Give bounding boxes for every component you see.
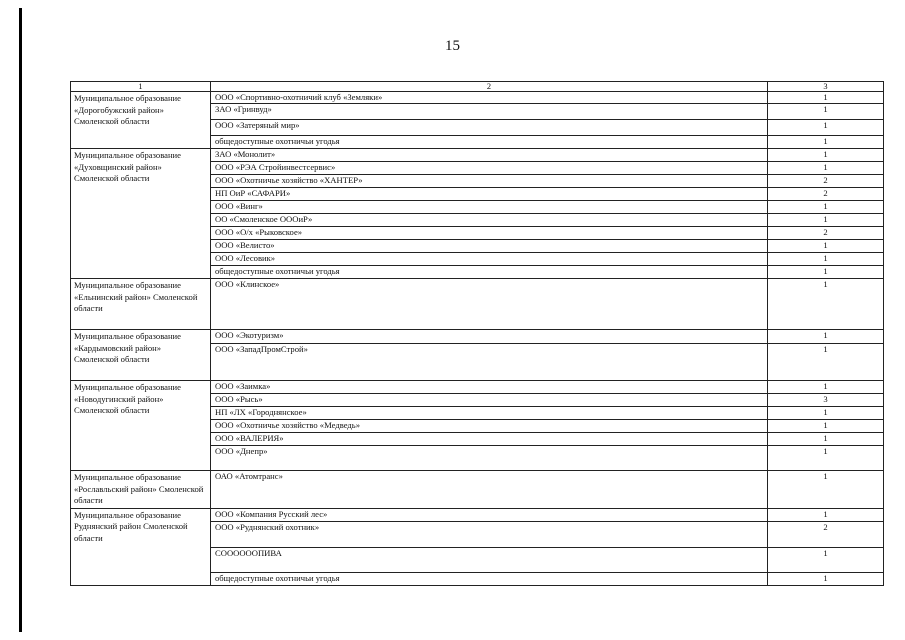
organization-cell: СООООООПИВА bbox=[211, 547, 768, 572]
organization-cell: ООО «Затеряный мир» bbox=[211, 120, 768, 136]
count-cell: 1 bbox=[768, 266, 884, 279]
organization-cell: НП «ЛХ «Городнянское» bbox=[211, 407, 768, 420]
organization-cell: ЗАО «Монолит» bbox=[211, 149, 768, 162]
count-cell: 1 bbox=[768, 508, 884, 521]
count-cell: 1 bbox=[768, 407, 884, 420]
municipality-cell: Муниципальное образование «Ельнинский район» Смоленской области bbox=[71, 279, 211, 330]
hunting-grounds-table bbox=[70, 81, 884, 586]
count-cell: 1 bbox=[768, 149, 884, 162]
count-cell: 1 bbox=[768, 162, 884, 175]
organization-cell: ООО «Спортивно-охотничий клуб «Земляки» bbox=[211, 92, 768, 104]
count-cell: 3 bbox=[768, 394, 884, 407]
organization-cell: ООО «Велисто» bbox=[211, 240, 768, 253]
organization-cell: ООО «Охотничье хозяйство «ХАНТЕР» bbox=[211, 175, 768, 188]
organization-cell: ООО «Винг» bbox=[211, 201, 768, 214]
organization-cell: ООО «ЗападПромСтрой» bbox=[211, 344, 768, 381]
count-cell: 1 bbox=[768, 253, 884, 266]
count-cell: 1 bbox=[768, 471, 884, 509]
organization-cell: ЗАО «Гринвуд» bbox=[211, 104, 768, 120]
table-row bbox=[71, 508, 884, 521]
organization-cell: ООО «Клинское» bbox=[211, 279, 768, 330]
municipality-cell: Муниципальное образование «Дорогобужский район» Смоленской области bbox=[71, 92, 211, 149]
organization-cell: ОАО «Атомтранс» bbox=[211, 471, 768, 509]
organization-cell: ООО «Экотуризм» bbox=[211, 330, 768, 344]
count-cell: 2 bbox=[768, 227, 884, 240]
organization-cell: ООО «Заимка» bbox=[211, 381, 768, 394]
organization-cell: ООО «Руднянский охотник» bbox=[211, 521, 768, 547]
count-cell: 1 bbox=[768, 136, 884, 149]
table-row bbox=[71, 381, 884, 394]
header-cell-1: 1 bbox=[71, 82, 211, 92]
organization-cell: ОО «Смоленское ОООиР» bbox=[211, 214, 768, 227]
count-cell: 1 bbox=[768, 547, 884, 572]
table-row bbox=[71, 330, 884, 344]
count-cell: 1 bbox=[768, 240, 884, 253]
header-row bbox=[71, 82, 884, 92]
count-cell: 1 bbox=[768, 92, 884, 104]
header-cell-3: 3 bbox=[768, 82, 884, 92]
organization-cell: НП ОиР «САФАРИ» bbox=[211, 188, 768, 201]
count-cell: 1 bbox=[768, 433, 884, 446]
count-cell: 1 bbox=[768, 330, 884, 344]
organization-cell: ООО «Компания Русский лес» bbox=[211, 508, 768, 521]
municipality-cell: Муниципальное образование Руднянский район Смоленской области bbox=[71, 508, 211, 585]
page-number: 15 bbox=[445, 38, 460, 54]
organization-cell: общедоступные охотничьи угодья bbox=[211, 266, 768, 279]
count-cell: 1 bbox=[768, 214, 884, 227]
organization-cell: ООО «Охотничье хозяйство «Медведь» bbox=[211, 420, 768, 433]
count-cell: 1 bbox=[768, 104, 884, 120]
count-cell: 1 bbox=[768, 572, 884, 585]
municipality-cell: Муниципальное образование «Духовщинский район» Смоленской области bbox=[71, 149, 211, 279]
count-cell: 1 bbox=[768, 279, 884, 330]
municipality-cell: Муниципальное образование «Рославльский район» Смоленской области bbox=[71, 471, 211, 509]
table-row bbox=[71, 279, 884, 330]
count-cell: 1 bbox=[768, 201, 884, 214]
count-cell: 1 bbox=[768, 420, 884, 433]
organization-cell: ООО «ВАЛЕРИЯ» bbox=[211, 433, 768, 446]
count-cell: 1 bbox=[768, 344, 884, 381]
count-cell: 1 bbox=[768, 120, 884, 136]
table-row bbox=[71, 471, 884, 509]
count-cell: 2 bbox=[768, 521, 884, 547]
organization-cell: ООО «О/х «Рыковское» bbox=[211, 227, 768, 240]
organization-cell: ООО «Рысь» bbox=[211, 394, 768, 407]
organization-cell: ООО «РЭА Стройинвестсервис» bbox=[211, 162, 768, 175]
table-row bbox=[71, 149, 884, 162]
count-cell: 2 bbox=[768, 175, 884, 188]
organization-cell: общедоступные охотничьи угодья bbox=[211, 572, 768, 585]
page-edge-bar bbox=[19, 8, 22, 632]
count-cell: 1 bbox=[768, 446, 884, 471]
organization-cell: ООО «Днепр» bbox=[211, 446, 768, 471]
count-cell: 2 bbox=[768, 188, 884, 201]
organization-cell: ООО «Лесовик» bbox=[211, 253, 768, 266]
table-row bbox=[71, 92, 884, 104]
municipality-cell: Муниципальное образование «Новодугинский район» Смоленской области bbox=[71, 381, 211, 471]
municipality-cell: Муниципальное образование «Кардымовский район» Смоленской области bbox=[71, 330, 211, 381]
count-cell: 1 bbox=[768, 381, 884, 394]
organization-cell: общедоступные охотничьи угодья bbox=[211, 136, 768, 149]
header-cell-2: 2 bbox=[211, 82, 768, 92]
